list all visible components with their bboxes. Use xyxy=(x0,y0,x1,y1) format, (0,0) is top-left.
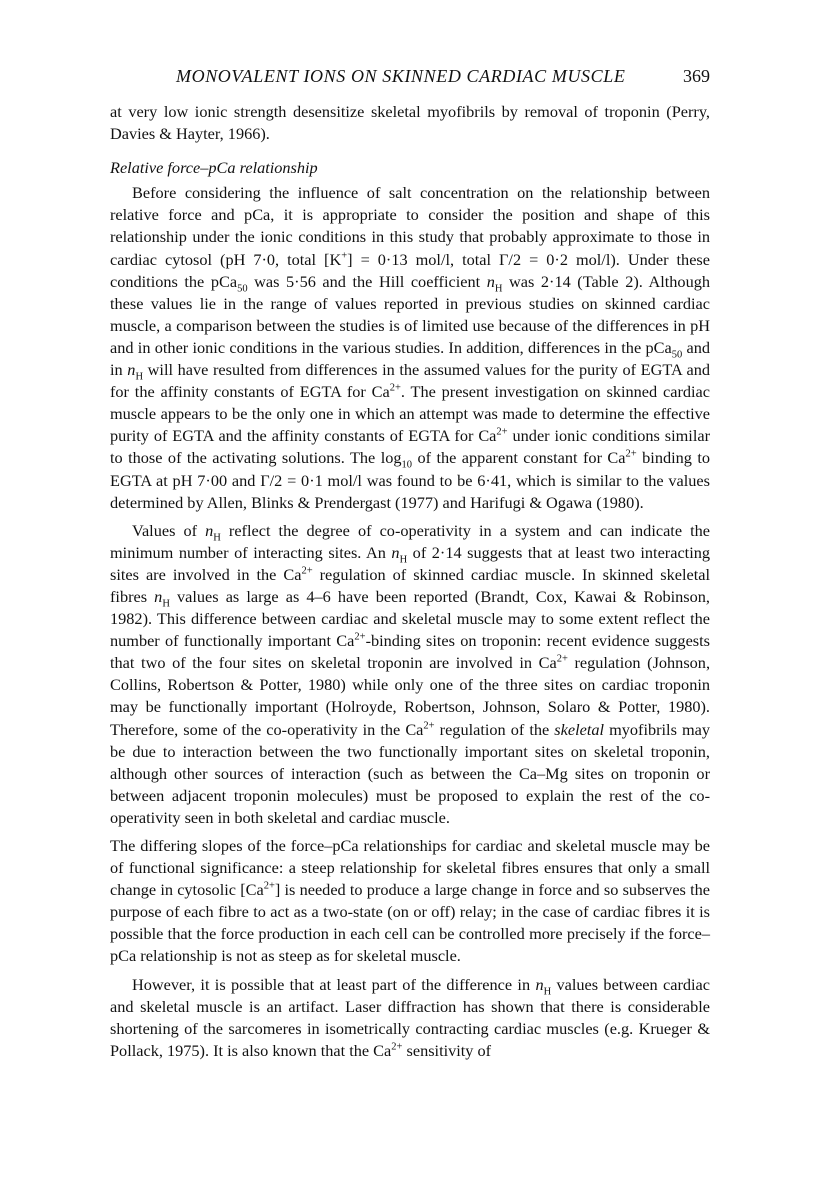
text-run: sensitivity of xyxy=(402,1040,492,1060)
text-run: values between cardiac and skeletal muscle is an artifact. Laser diffraction has shown that there is considerable shortening of the sarcomeres in isometrically contracting cardiac muscles (e.g. Krueger & Pollack, 1975). It is also known that the Ca xyxy=(110,974,710,1060)
italic-symbol: n xyxy=(391,542,400,562)
subscript: H xyxy=(399,554,408,566)
subscript: 50 xyxy=(237,282,248,294)
text-run: The differing slopes of the force–pCa relationships for cardiac and skeletal muscle may be of functional significance: a steep relationship for skeletal fibres ensures that only a small change in cytosolic [Ca xyxy=(110,836,710,900)
text-run: regulation of skinned cardiac muscle. In skinned skeletal fibres xyxy=(110,564,710,606)
superscript: 2+ xyxy=(301,565,313,577)
text-run: myofibrils may be due to interaction between the two functionally important sites on skeletal troponin, although other sources of interaction (such as between the Ca–Mg sites on troponin or between adjacent troponin molecules) must be proposed to explain the rest of the co-operativity seen in both skeletal and cardiac muscle. xyxy=(110,719,710,827)
italic-symbol: n xyxy=(154,586,163,606)
superscript: 2+ xyxy=(354,631,366,643)
paragraph xyxy=(110,974,710,1062)
text-run: . The present investigation on skinned cardiac muscle appears to be the only one in which an attempt was made to determine the effective purity of EGTA and the affinity constants of EGTA for Ca xyxy=(110,382,710,446)
text-run: was 2·14 (Table 2). Although these values lie in the range of values reported in previous studies on skinned cardiac muscle, a comparison between the studies is of limited use because of the differences in pH and in other ionic conditions in the various studies. In addition, differences in the pCa xyxy=(110,271,710,357)
page-header xyxy=(0,66,816,92)
text-run: -binding sites on troponin: recent evidence suggests that two of the four sites on skeletal troponin are involved in Ca xyxy=(110,631,710,673)
paragraph-continued xyxy=(110,101,710,145)
subscript: H xyxy=(543,985,552,997)
subscript: 50 xyxy=(671,349,683,361)
subscript: H xyxy=(494,282,503,294)
text-run: binding to EGTA at pH 7·00 and Γ/2 = 0·1 mol/l was found to be 6·41, which is similar to the values determined by Allen, Blinks & Prendergast (1977) and Harifugi & Ogawa (1980). xyxy=(110,448,711,512)
italic-symbol: n xyxy=(205,520,214,540)
subscript: H xyxy=(213,531,221,543)
superscript: 2+ xyxy=(423,720,435,732)
text-run: of 2·14 suggests that at least two interacting sites are involved in the Ca xyxy=(110,542,711,584)
paragraph xyxy=(110,835,710,968)
text-run: reflect the degree of co-operativity in a system and can indicate the minimum number of interacting sites. An xyxy=(110,520,710,562)
superscript: 2+ xyxy=(389,382,401,394)
superscript: 2+ xyxy=(556,653,568,665)
italic-symbol: n xyxy=(535,974,544,994)
body-text xyxy=(110,101,710,1062)
italic-symbol: n xyxy=(127,360,136,380)
text-run: ] = 0·13 mol/l, total Γ/2 = 0·2 mol/l). Under these conditions the pCa xyxy=(110,249,710,291)
text-run: regulation (Johnson, Collins, Robertson & Potter, 1980) while only one of the three sites on cardiac troponin may be functionally important (Holroyde, Robertson, Johnson, Solaro & Potter, 1980). Therefore, some of the co-operativity in the Ca xyxy=(110,653,711,739)
text-run: and in xyxy=(110,337,711,380)
italic-symbol: n xyxy=(486,271,495,291)
text-run: regulation of the xyxy=(434,719,555,739)
subscript: 10 xyxy=(401,459,413,471)
subscript: H xyxy=(135,371,144,383)
paragraph xyxy=(110,520,710,829)
text-run: Before considering the influence of salt concentration on the relationship between relative force and pCa, it is appropriate to consider the position and shape of this relationship under the ionic conditions in this study that probably approximate to those in cardiac cytosol (pH 7·0, total [K xyxy=(110,183,710,269)
page-number: 369 xyxy=(683,66,710,86)
subscript: H xyxy=(162,598,170,610)
text-line: at very low ionic strength desensitize skeletal myofibrils by removal of troponin xyxy=(110,102,660,121)
running-head: MONOVALENT IONS ON SKINNED CARDIAC MUSCLE xyxy=(176,66,626,86)
superscript: 2+ xyxy=(391,1041,403,1053)
superscript: 2+ xyxy=(625,448,637,460)
superscript: + xyxy=(341,250,348,262)
superscript: 2+ xyxy=(496,426,508,438)
text-run: values as large as 4–6 have been reported (Brandt, Cox, Kawai & Robinson, 1982). This difference between cardiac and skeletal muscle may to some extent reflect the number of functionally important Ca xyxy=(110,586,710,651)
text-run: ] is needed to produce a large change in force and so subserves the purpose of each fibre to act as a two-state (on or off) relay; in the case of cardiac fibres it is possible that the force production in each cell can be controlled more precisely if the force–pCa relationship is not as steep as for skeletal muscle. xyxy=(110,880,711,966)
text-run: will have resulted from differences in the assumed values for the purity of EGTA and for the affinity constants of EGTA for Ca xyxy=(110,360,710,402)
text-run: was 5·56 and the Hill coefficient xyxy=(247,271,487,291)
text-run: of the apparent constant for Ca xyxy=(412,448,626,468)
text-run: Values of xyxy=(132,520,206,540)
italic-word: skeletal xyxy=(554,719,605,739)
text-run: under ionic conditions similar to those of the activating solutions. The log xyxy=(110,426,710,468)
text-run: However, it is possible that at least part of the difference in xyxy=(132,974,536,994)
text-line: (Perry, Davies & Hayter, 1966). xyxy=(110,102,710,144)
superscript: 2+ xyxy=(263,880,275,892)
paragraph xyxy=(110,182,710,513)
section-heading: Relative force–pCa relationship xyxy=(110,158,318,178)
